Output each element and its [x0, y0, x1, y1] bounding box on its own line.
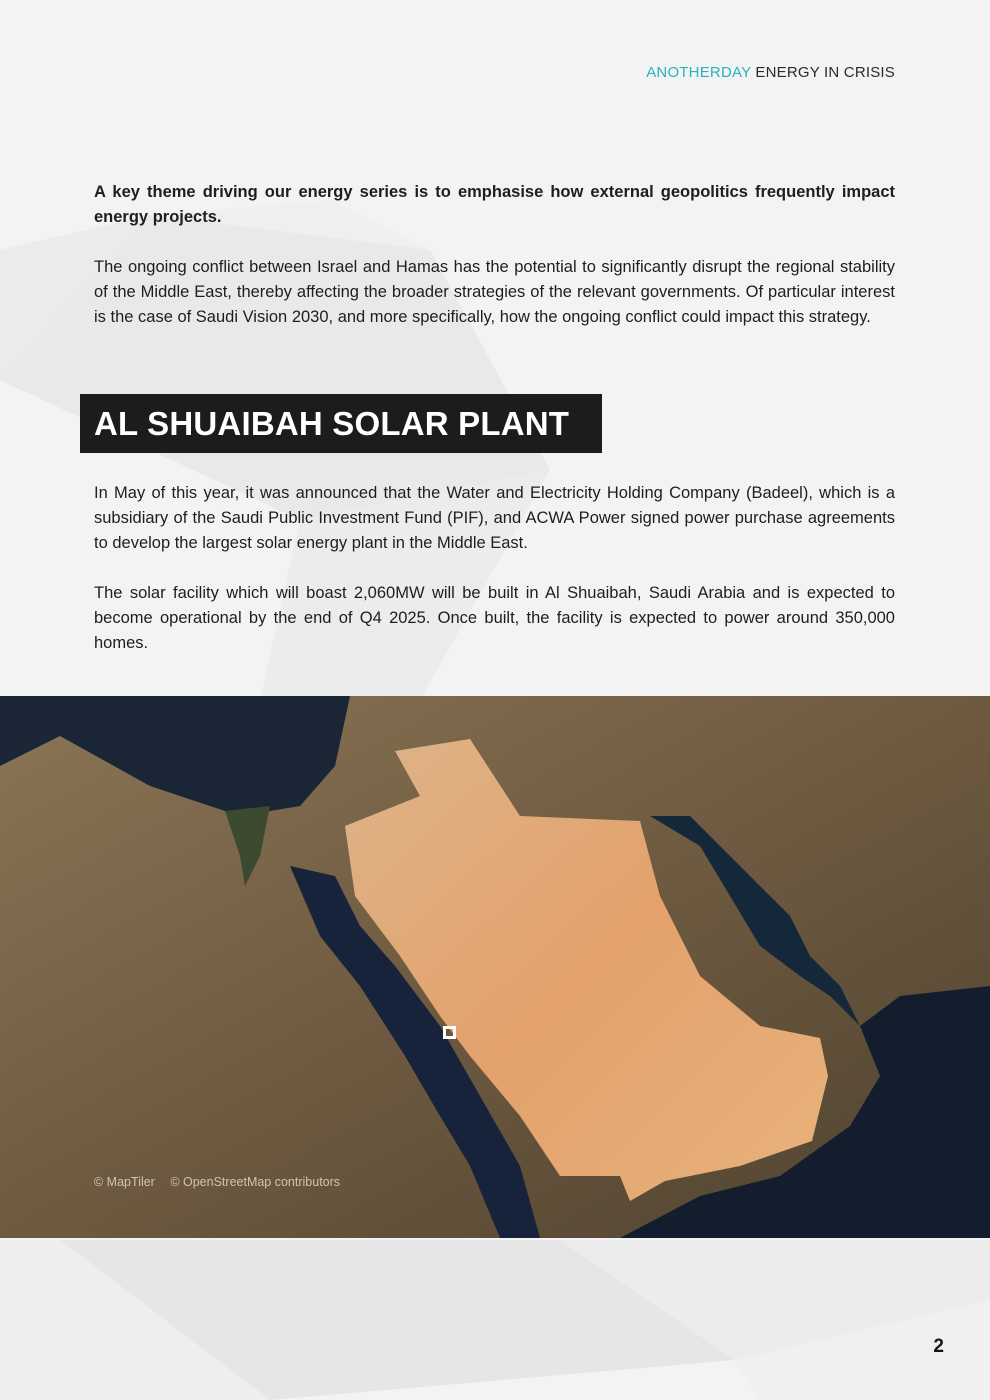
plant-location-marker[interactable]	[443, 1026, 456, 1039]
section-body	[94, 481, 895, 656]
lead-paragraph: A key theme driving our energy series is to emphasise how external geopolitics frequently impact energy projects.	[94, 183, 895, 226]
map-attribution	[94, 1175, 352, 1189]
brand-name: ANOTHERDAY	[646, 64, 751, 81]
map-terrain	[0, 696, 990, 1238]
intro-block	[94, 180, 895, 330]
satellite-map[interactable]	[0, 696, 990, 1238]
maptiler-credit[interactable]: © MapTiler	[94, 1175, 155, 1189]
section-title-box	[80, 394, 602, 453]
osm-credit[interactable]: © OpenStreetMap contributors	[170, 1175, 341, 1189]
intro-paragraph: The ongoing conflict between Israel and Hamas has the potential to significantly disrupt the regional stability of the Middle East, thereby affecting the broader strategies of the relevant governments. Of particular interest is the case of Saudi Vision 2030, and more specifically, how the ongoing conflict could impact this strategy.	[94, 258, 895, 326]
series-name: ENERGY IN CRISIS	[755, 64, 895, 81]
body-paragraph-2: The solar facility which will boast 2,060MW will be built in Al Shuaibah, Saudi Arabia and is expected to become operational by the end of Q4 2025. Once built, the facility is expected to power around 350,000 homes.	[94, 584, 895, 652]
running-header	[646, 64, 895, 81]
section-title: AL SHUAIBAH SOLAR PLANT	[94, 404, 570, 442]
body-paragraph-1: In May of this year, it was announced that the Water and Electricity Holding Company (Badeel), which is a subsidiary of the Saudi Public Investment Fund (PIF), and ACWA Power signed power purchase agreements to develop the largest solar energy plant in the Middle East.	[94, 484, 895, 552]
page-number: 2	[933, 1336, 944, 1357]
